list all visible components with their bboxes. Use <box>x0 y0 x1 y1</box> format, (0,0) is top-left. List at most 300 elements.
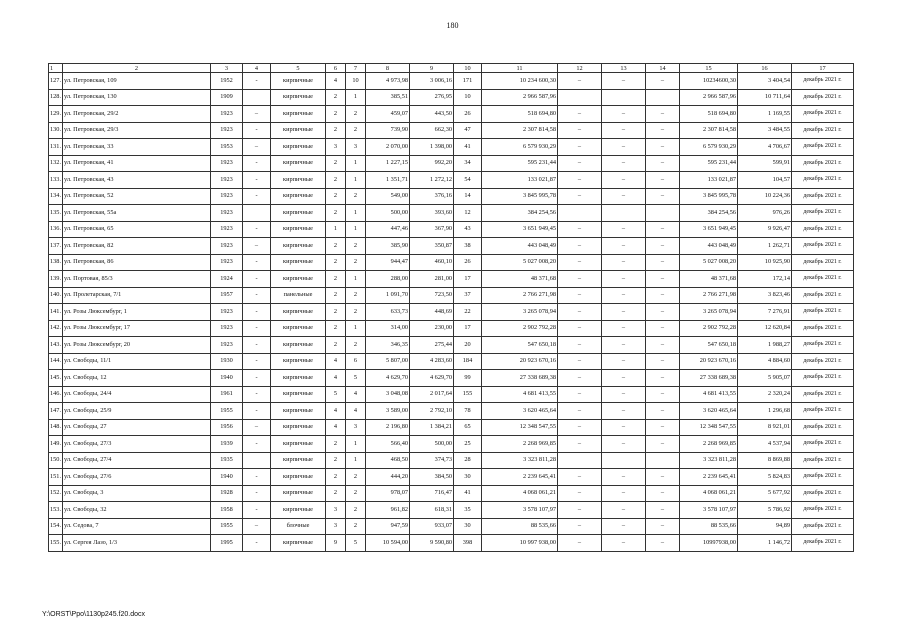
table-cell: 139. <box>49 271 63 288</box>
table-cell: 3 265 078,94 <box>482 304 558 321</box>
table-cell: 976,26 <box>738 205 792 222</box>
table-cell: 2 902 792,28 <box>680 320 738 337</box>
table-row <box>49 386 854 403</box>
table-cell: – <box>558 106 602 123</box>
table-cell: кирпичные <box>271 106 326 123</box>
table-cell: 1 398,00 <box>410 139 454 156</box>
table-cell: 3 404,54 <box>738 73 792 90</box>
table-cell: – <box>558 436 602 453</box>
table-cell: 2 792,10 <box>410 403 454 420</box>
table-cell: 1 <box>326 221 346 238</box>
table-cell: – <box>602 122 646 139</box>
table-cell: 1940 <box>211 469 243 486</box>
table-cell: 9 590,80 <box>410 535 454 552</box>
table-cell: декабрь 2021 г. <box>792 155 854 172</box>
table-cell: декабрь 2021 г. <box>792 188 854 205</box>
table-cell: 595 231,44 <box>680 155 738 172</box>
table-cell: 5 677,92 <box>738 485 792 502</box>
table-cell: 4 <box>326 403 346 420</box>
table-row <box>49 205 854 222</box>
table-cell: – <box>558 304 602 321</box>
table-cell: – <box>602 337 646 354</box>
table-cell: декабрь 2021 г. <box>792 122 854 139</box>
table-cell: 54 <box>454 172 482 189</box>
table-cell: - <box>243 122 271 139</box>
table-cell: - <box>243 304 271 321</box>
table-cell: 1 351,71 <box>366 172 410 189</box>
table-cell: 134. <box>49 188 63 205</box>
table-cell: - <box>243 502 271 519</box>
table-cell: 2 <box>346 287 366 304</box>
table-cell: 1940 <box>211 370 243 387</box>
table-cell: 978,07 <box>366 485 410 502</box>
table-cell: ул. Петровская, 82 <box>63 238 211 255</box>
table-cell: 314,00 <box>366 320 410 337</box>
table-cell <box>243 452 271 469</box>
table-row <box>49 254 854 271</box>
table-cell: 374,73 <box>410 452 454 469</box>
table-cell: – <box>558 337 602 354</box>
table-cell: 961,82 <box>366 502 410 519</box>
table-cell: ул. Свободы, 27/6 <box>63 469 211 486</box>
table-cell: – <box>646 254 680 271</box>
table-cell: – <box>602 386 646 403</box>
table-cell: 34 <box>454 155 482 172</box>
table-cell: – <box>646 221 680 238</box>
table-cell: – <box>602 254 646 271</box>
table-cell: 1 <box>346 155 366 172</box>
table-cell: 151. <box>49 469 63 486</box>
table-row <box>49 188 854 205</box>
table-cell: – <box>558 403 602 420</box>
table-cell: – <box>602 535 646 552</box>
table-cell: 10 997 938,00 <box>482 535 558 552</box>
table-cell: 5 <box>346 535 366 552</box>
table-cell: 933,07 <box>410 518 454 535</box>
table-cell: 4 <box>326 353 346 370</box>
table-cell: 5 905,07 <box>738 370 792 387</box>
table-cell: 376,16 <box>410 188 454 205</box>
table-cell: 4 283,60 <box>410 353 454 370</box>
column-number-cell: 3 <box>211 64 243 73</box>
table-cell: 37 <box>454 287 482 304</box>
table-cell: - <box>243 320 271 337</box>
column-number-row <box>49 64 854 73</box>
table-cell: 1 <box>346 89 366 106</box>
table-cell: 7 276,91 <box>738 304 792 321</box>
table-cell: декабрь 2021 г. <box>792 436 854 453</box>
table-cell: 41 <box>454 485 482 502</box>
table-cell: – <box>558 188 602 205</box>
table-cell: 4 681 413,55 <box>680 386 738 403</box>
table-cell: 20 <box>454 337 482 354</box>
table-cell: 547 650,18 <box>680 337 738 354</box>
table-cell: – <box>646 172 680 189</box>
table-cell: 633,73 <box>366 304 410 321</box>
table-cell: – <box>646 469 680 486</box>
table-cell: – <box>558 485 602 502</box>
table-cell: декабрь 2021 г. <box>792 370 854 387</box>
table-cell: 2 <box>346 254 366 271</box>
table-row <box>49 271 854 288</box>
table-cell: 25 <box>454 436 482 453</box>
table-cell: 148. <box>49 419 63 436</box>
table-cell: – <box>558 221 602 238</box>
table-cell: ул. Свободы, 24/4 <box>63 386 211 403</box>
table-cell: 3 <box>326 502 346 519</box>
table-cell: 2 <box>326 320 346 337</box>
table-cell: 5 <box>346 370 366 387</box>
table-cell: ул. Свободы, 27 <box>63 419 211 436</box>
column-number-cell: 2 <box>63 64 211 73</box>
table-cell: 2 <box>326 485 346 502</box>
table-cell: ул. Петровская, 109 <box>63 73 211 90</box>
table-cell: 1923 <box>211 304 243 321</box>
table-cell: – <box>646 370 680 387</box>
table-cell: 384 254,56 <box>482 205 558 222</box>
table-cell: – <box>558 254 602 271</box>
table-cell: кирпичные <box>271 386 326 403</box>
table-cell: ул. Петровская, 29/2 <box>63 106 211 123</box>
table-cell: ул. Свободы, 11/1 <box>63 353 211 370</box>
table-cell: 3 845 995,78 <box>680 188 738 205</box>
table-cell: – <box>646 419 680 436</box>
table-cell: 172,14 <box>738 271 792 288</box>
table-cell: 4 681 413,55 <box>482 386 558 403</box>
table-cell: – <box>558 386 602 403</box>
table-cell <box>646 452 680 469</box>
table-cell: ул. Свободы, 32 <box>63 502 211 519</box>
table-cell: 5 807,00 <box>366 353 410 370</box>
table-cell: кирпичные <box>271 254 326 271</box>
table-cell: 599,91 <box>738 155 792 172</box>
table-cell: 275,44 <box>410 337 454 354</box>
table-cell: 2 <box>326 469 346 486</box>
table-cell: 41 <box>454 139 482 156</box>
table-cell: 20 923 670,16 <box>482 353 558 370</box>
table-cell: 43 <box>454 221 482 238</box>
table-cell: 443 048,49 <box>680 238 738 255</box>
table-cell: декабрь 2021 г. <box>792 205 854 222</box>
table-cell: – <box>602 320 646 337</box>
table-cell: 4 973,98 <box>366 73 410 90</box>
table-cell: ул. Портовая, 85/3 <box>63 271 211 288</box>
table-cell: ул. Розы Люксембург, 17 <box>63 320 211 337</box>
table-cell: 48 371,68 <box>482 271 558 288</box>
table-cell: 1952 <box>211 73 243 90</box>
table-cell: – <box>646 73 680 90</box>
table-cell: ул. Петровская, 29/3 <box>63 122 211 139</box>
table-cell: - <box>243 353 271 370</box>
table-cell <box>602 452 646 469</box>
table-cell: 447,46 <box>366 221 410 238</box>
table-cell: 2 <box>326 271 346 288</box>
table-cell: 2 902 792,28 <box>482 320 558 337</box>
table-cell: 3 048,08 <box>366 386 410 403</box>
table-cell: 3 323 811,28 <box>482 452 558 469</box>
table-cell: 1 227,15 <box>366 155 410 172</box>
table-row <box>49 221 854 238</box>
table-cell: 4 068 061,21 <box>680 485 738 502</box>
table-cell: – <box>646 320 680 337</box>
table-cell: 1 146,72 <box>738 535 792 552</box>
table-cell: – <box>558 287 602 304</box>
table-body <box>49 73 854 552</box>
table-cell: панельные <box>271 287 326 304</box>
table-cell: – <box>646 271 680 288</box>
table-cell: 547 650,18 <box>482 337 558 354</box>
table-cell: 2 <box>326 172 346 189</box>
table-cell: 460,10 <box>410 254 454 271</box>
table-cell: 133. <box>49 172 63 189</box>
table-cell: 549,00 <box>366 188 410 205</box>
table-cell: кирпичные <box>271 337 326 354</box>
table-cell: - <box>243 172 271 189</box>
table-cell: 30 <box>454 469 482 486</box>
table-row <box>49 518 854 535</box>
table-cell: 3 651 949,45 <box>680 221 738 238</box>
table-cell: 618,31 <box>410 502 454 519</box>
table-cell: - <box>243 535 271 552</box>
table-cell: 4 537,94 <box>738 436 792 453</box>
table-cell: 2 <box>346 122 366 139</box>
table-cell: 12 <box>454 205 482 222</box>
table-cell: - <box>243 337 271 354</box>
table-cell: 2 <box>326 122 346 139</box>
table-cell: – <box>646 436 680 453</box>
table-cell: 155 <box>454 386 482 403</box>
table-cell: - <box>243 436 271 453</box>
table-cell: 138. <box>49 254 63 271</box>
table-cell: 10234600,30 <box>680 73 738 90</box>
table-cell: 5 824,83 <box>738 469 792 486</box>
table-cell: 150. <box>49 452 63 469</box>
table-cell: 65 <box>454 419 482 436</box>
table-cell: - <box>243 155 271 172</box>
table-cell: – <box>602 518 646 535</box>
table-cell: 130. <box>49 122 63 139</box>
table-cell: 2 <box>326 452 346 469</box>
table-cell: - <box>243 469 271 486</box>
table-cell: – <box>558 271 602 288</box>
table-cell: кирпичные <box>271 304 326 321</box>
table-cell: – <box>558 139 602 156</box>
table-cell: – <box>602 271 646 288</box>
column-number-cell: 12 <box>558 64 602 73</box>
table-cell: 17 <box>454 271 482 288</box>
table-cell <box>558 205 602 222</box>
table-cell: 1923 <box>211 221 243 238</box>
table-cell: – <box>646 304 680 321</box>
table-cell: 8 869,88 <box>738 452 792 469</box>
table-cell: – <box>602 155 646 172</box>
table-cell: кирпичные <box>271 139 326 156</box>
table-cell: – <box>602 188 646 205</box>
table-cell <box>243 89 271 106</box>
table-cell: 129. <box>49 106 63 123</box>
table-cell: – <box>243 106 271 123</box>
column-number-cell: 16 <box>738 64 792 73</box>
table-cell: 2 <box>326 106 346 123</box>
table-cell: 1 <box>346 271 366 288</box>
table-cell: 947,59 <box>366 518 410 535</box>
table-cell: кирпичные <box>271 205 326 222</box>
table-cell: декабрь 2021 г. <box>792 337 854 354</box>
table-cell: 27 338 689,38 <box>680 370 738 387</box>
table-row <box>49 122 854 139</box>
table-cell: ул. Свободы, 3 <box>63 485 211 502</box>
table-cell: 147. <box>49 403 63 420</box>
table-cell: кирпичные <box>271 172 326 189</box>
table-cell: 9 926,47 <box>738 221 792 238</box>
table-cell: 1 <box>346 320 366 337</box>
table-cell: 3 620 465,64 <box>482 403 558 420</box>
table-cell: ул. Розы Люксембург, 20 <box>63 337 211 354</box>
table-cell: 2 <box>346 304 366 321</box>
table-cell: кирпичные <box>271 485 326 502</box>
table-row <box>49 419 854 436</box>
table-cell: 1928 <box>211 485 243 502</box>
table-cell: 2 <box>346 337 366 354</box>
table-cell: 2 <box>326 436 346 453</box>
table-cell: – <box>602 172 646 189</box>
table-cell: 127. <box>49 73 63 90</box>
table-cell: 88 535,66 <box>482 518 558 535</box>
table-cell: 2 <box>346 188 366 205</box>
table-cell: 12 348 547,55 <box>482 419 558 436</box>
table-cell: – <box>646 139 680 156</box>
table-cell: 5 <box>326 386 346 403</box>
table-cell: 1 262,71 <box>738 238 792 255</box>
table-cell: ул. Седова, 7 <box>63 518 211 535</box>
table-cell: 4 629,70 <box>410 370 454 387</box>
table-cell: 132. <box>49 155 63 172</box>
table-cell: 4 <box>326 370 346 387</box>
table-cell: – <box>558 320 602 337</box>
table-cell: 2 268 969,85 <box>680 436 738 453</box>
table-cell: ул. Петровская, 41 <box>63 155 211 172</box>
table-cell: 1 <box>346 436 366 453</box>
table-cell: 2 <box>346 502 366 519</box>
table-cell: ул. Петровская, 86 <box>63 254 211 271</box>
table-cell: декабрь 2021 г. <box>792 254 854 271</box>
table-cell: декабрь 2021 г. <box>792 386 854 403</box>
table-cell: 716,47 <box>410 485 454 502</box>
table-cell: – <box>646 386 680 403</box>
table-cell: 3 <box>346 419 366 436</box>
table-cell: 2 <box>346 238 366 255</box>
table-cell: 723,50 <box>410 287 454 304</box>
table-cell: 3 651 949,45 <box>482 221 558 238</box>
table-cell: 500,00 <box>410 436 454 453</box>
table-cell: 140. <box>49 287 63 304</box>
table-cell: 10 594,00 <box>366 535 410 552</box>
table-cell: 1961 <box>211 386 243 403</box>
table-cell: 26 <box>454 106 482 123</box>
table-row <box>49 155 854 172</box>
table-cell: кирпичные <box>271 502 326 519</box>
table-cell: 1923 <box>211 254 243 271</box>
table-cell: 6 <box>346 353 366 370</box>
table-cell: – <box>558 535 602 552</box>
table-cell: - <box>243 271 271 288</box>
table-cell: 2 <box>326 337 346 354</box>
table-cell <box>558 89 602 106</box>
table-cell: 5 027 008,20 <box>680 254 738 271</box>
table-row <box>49 502 854 519</box>
table-cell: 1957 <box>211 287 243 304</box>
table-cell: 17 <box>454 320 482 337</box>
table-cell: ул. Свободы, 12 <box>63 370 211 387</box>
table-row <box>49 89 854 106</box>
table-cell: – <box>602 485 646 502</box>
table-cell: 468,50 <box>366 452 410 469</box>
table-cell: 20 923 670,16 <box>680 353 738 370</box>
table-cell: 1923 <box>211 337 243 354</box>
table-cell: – <box>558 155 602 172</box>
table-cell: 10997938,00 <box>680 535 738 552</box>
column-number-cell: 1 <box>49 64 63 73</box>
table-cell: ул. Пролетарская, 7/1 <box>63 287 211 304</box>
table-cell: 10 925,90 <box>738 254 792 271</box>
column-number-cell: 17 <box>792 64 854 73</box>
table-cell: 2 239 645,41 <box>680 469 738 486</box>
table-row <box>49 287 854 304</box>
table-row <box>49 106 854 123</box>
table-cell: 1923 <box>211 238 243 255</box>
table-cell: 3 323 811,28 <box>680 452 738 469</box>
table-cell: 3 823,46 <box>738 287 792 304</box>
table-cell: 135. <box>49 205 63 222</box>
table-cell: – <box>646 485 680 502</box>
table-cell: 94,89 <box>738 518 792 535</box>
table-cell: 1923 <box>211 188 243 205</box>
table-row <box>49 337 854 354</box>
table-cell: 3 578 107,97 <box>482 502 558 519</box>
table-cell: декабрь 2021 г. <box>792 452 854 469</box>
table-cell: 2 966 587,96 <box>482 89 558 106</box>
table-cell: кирпичные <box>271 320 326 337</box>
table-cell: 30 <box>454 518 482 535</box>
table-cell: 78 <box>454 403 482 420</box>
table-cell: 1955 <box>211 403 243 420</box>
table-cell: – <box>558 469 602 486</box>
table-cell: кирпичные <box>271 419 326 436</box>
table-cell: декабрь 2021 г. <box>792 518 854 535</box>
table-cell: 4 629,70 <box>366 370 410 387</box>
table-cell: кирпичные <box>271 89 326 106</box>
table-row <box>49 436 854 453</box>
table-cell: ул. Петровская, 43 <box>63 172 211 189</box>
table-cell: – <box>646 238 680 255</box>
table-cell: декабрь 2021 г. <box>792 469 854 486</box>
table-cell: 10 234 600,30 <box>482 73 558 90</box>
table-cell: декабрь 2021 г. <box>792 535 854 552</box>
table-cell: 3 265 078,94 <box>680 304 738 321</box>
table-cell: 2 766 271,98 <box>482 287 558 304</box>
table-cell: декабрь 2021 г. <box>792 106 854 123</box>
table-cell: 1924 <box>211 271 243 288</box>
table-cell: – <box>558 419 602 436</box>
table-cell: – <box>646 188 680 205</box>
table-row <box>49 485 854 502</box>
table-row <box>49 304 854 321</box>
table-cell: кирпичные <box>271 469 326 486</box>
table-cell: 3 845 995,78 <box>482 188 558 205</box>
table-cell: 518 694,80 <box>482 106 558 123</box>
table-cell: – <box>602 221 646 238</box>
table-cell: 1955 <box>211 518 243 535</box>
